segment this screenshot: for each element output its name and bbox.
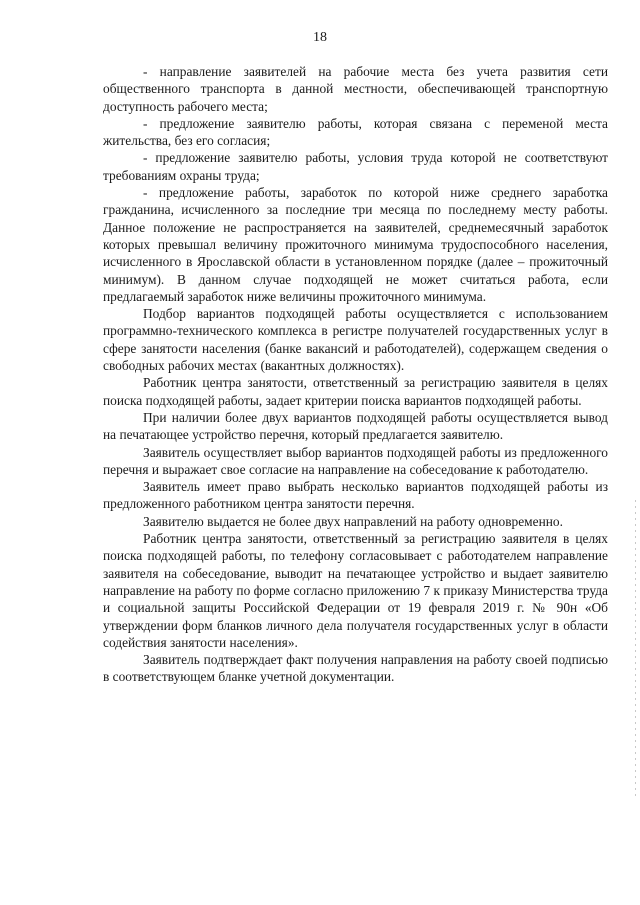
paragraph: Заявитель имеет право выбрать несколько вариантов подходящей работы из предложенного работником центра занятости перечня. [103, 479, 608, 512]
paragraph: - направление заявителей на рабочие места без учета развития сети общественного транспорта в данной местности, обеспечивающей транспортную доступность рабочего места; [103, 64, 608, 114]
paragraph: Заявителю выдается не более двух направлений на работу одновременно. [143, 513, 563, 529]
paragraph: Заявитель подтверждает факт получения направления на работу своей подписью в соответствующем бланке учетной документации. [103, 652, 608, 685]
paragraph: - предложение заявителю работы, которая связана с переменой места жительства, без его согласия; [103, 115, 608, 149]
paragraph: Заявитель осуществляет выбор вариантов подходящей работы из предложенного перечня и выражает свое согласие на направление на собеседование к работодателю. [103, 444, 608, 477]
paragraph: - предложение заявителю работы, условия труда которой не соответствуют требованиям охраны труда; [103, 150, 608, 183]
paragraph: Подбор вариантов подходящей работы осуществляется с использованием программно-технического комплекса в регистре получателей государственных услуг в сфере занятости населения (банке вакансий и работодателей), содержащем сведения о свободных рабочих местах (вакантных должностях). [103, 306, 608, 374]
paragraph: Работник центра занятости, ответственный за регистрацию заявителя в целях поиска подходящей работы, по телефону согласовывает с работодателем направление заявителя на собеседование, выводит на печатающее устройство и выдает заявителю направление на работу по форме согласно приложению 7 к приказу Министерства труда и социальной защиты Российской Федерации от 19 февраля 2019 г. № 90н «Об утверждении форм бланков личного дела получателя государственных услуг в области содействия занятости населения». [103, 531, 608, 650]
paragraph: Работник центра занятости, ответственный за регистрацию заявителя в целях поиска подходящей работы, задает критерии поиска вариантов подходящей работы. [103, 375, 608, 408]
paragraph: - предложение работы, заработок по которой ниже среднего заработка гражданина, исчисленного за последние три месяца по последнему месту работы. Данное положение не распространяется на заявителей, среднемесячный заработок которых превышал величину прожиточного минимума трудоспособного населения, исчисленного в Ярославской области в установленном порядке (далее – прожиточный минимум). В данном случае подходящей не может считаться работа, если предлагаемый заработок ниже величины прожиточного минимума. [103, 185, 608, 304]
page-number: 18 [313, 30, 327, 45]
scan-edge-mark [635, 500, 636, 800]
document-body [103, 63, 608, 686]
paragraph: При наличии более двух вариантов подходящей работы осуществляется вывод на печатающее устройство перечня, который предлагается заявителю. [103, 409, 608, 443]
